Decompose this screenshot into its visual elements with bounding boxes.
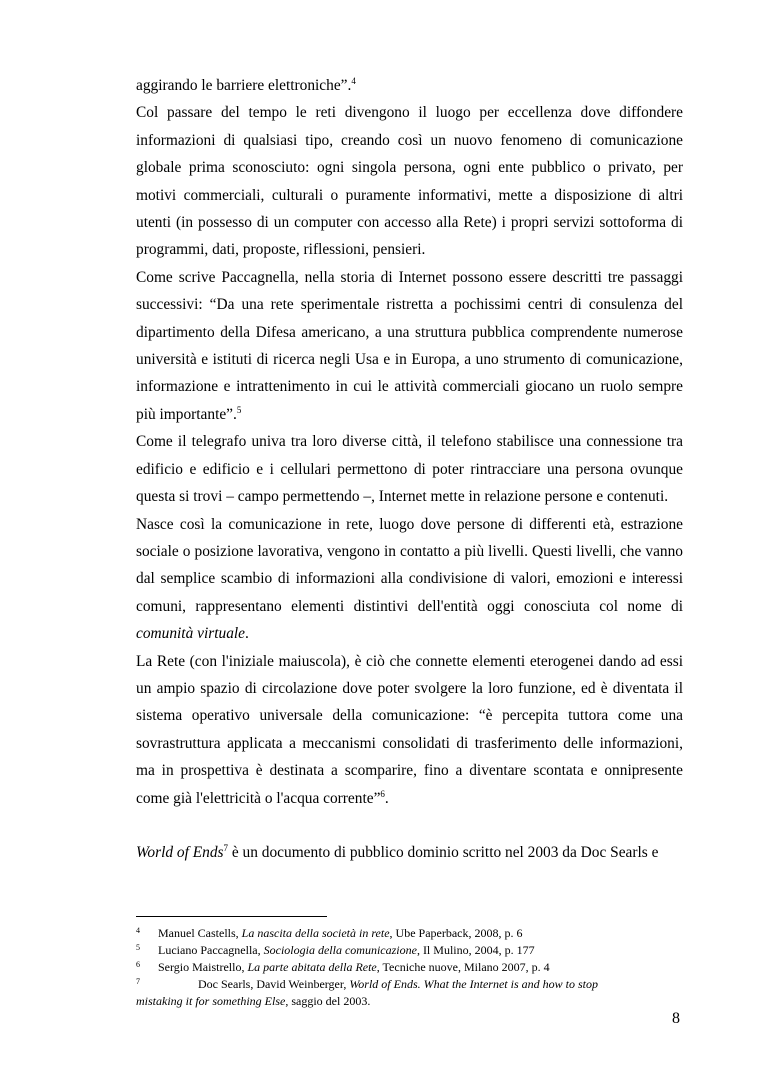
- footnote-5: 5 Luciano Paccagnella, Sociologia della comunicazione, Il Mulino, 2004, p. 177: [136, 942, 683, 959]
- footnote-number: 7: [136, 977, 140, 986]
- paragraph-7: World of Ends$^7$ è un documento di pubblico dominio scritto nel 2003 da Doc Searls e: [136, 842, 659, 861]
- footnote-separator: [136, 916, 327, 917]
- footnote-ref-7[interactable]: 7: [223, 842, 229, 853]
- body-text: [136, 72, 683, 866]
- paragraph-6: La Rete (con l'iniziale maiuscola), è ciò che connette elementi eterogenei dando ad essi un ampio spazio di circolazione dove poter svolgere la loro funzione, ed è diventata il sistema operativo universale della comunicazione: “è percepita tuttora come una sovrastruttura applicata a meccanismi consolidati di trasferimento delle informazioni, ma in prospettiva è destinata a scomparire, fino a diventare scontata e onnipresente come già l'elettricità o l'acqua corrente”$^6$.: [136, 652, 683, 807]
- footnote-number: 4: [136, 926, 140, 935]
- footnote-number: 5: [136, 943, 140, 952]
- paragraph-4: Come il telegrafo univa tra loro diverse città, il telefono stabilisce una connessione tra edificio e edificio e i cellulari permettono di poter rintracciare una persona ovunque questa si trovi – campo permettendo –, Internet mette in relazione persone e contenuti.: [136, 433, 683, 506]
- footnote-ref-5[interactable]: 5: [236, 404, 242, 415]
- paragraph-spacer: [136, 812, 683, 839]
- paragraph-2: Col passare del tempo le reti divengono il luogo per eccellenza dove diffondere informazioni di qualsiasi tipo, creando così un nuovo fenomeno di comunicazione globale prima sconosciuto: ogni singola persona, ogni ente pubblico o privato, per motivi commerciali, culturali o puramente informativi, mette a disposizione di altri utenti (in possesso di un computer con accesso alla Rete) i propri servizi sottoforma di programmi, dati, proposte, riflessioni, pensieri.: [136, 104, 683, 259]
- footnote-4: 4 Manuel Castells, La nascita della società in rete, Ube Paperback, 2008, p. 6: [136, 925, 683, 942]
- footnotes: [136, 916, 683, 1010]
- footnote-6: 6 Sergio Maistrello, La parte abitata della Rete, Tecniche nuove, Milano 2007, p. 4: [136, 959, 683, 976]
- document-title: World of Ends: [136, 843, 224, 861]
- footnote-7: 7 Doc Searls, David Weinberger, World of Ends. What the Internet is and how to stop mistaking it for something Else, saggio del 2003.: [136, 976, 683, 1010]
- footnote-ref-4[interactable]: 4: [351, 76, 356, 86]
- paragraph-1: aggirando le barriere elettroniche”.$^4$: [136, 76, 356, 94]
- paragraph-5: Nasce così la comunicazione in rete, luogo dove persone di differenti età, estrazione sociale o posizione lavorativa, vengono in contatto a più livelli. Questi livelli, che vanno dal semplice scambio di informazioni alla condivisione di valori, emozioni e interessi comuni, rappresentano elementi distintivi dell'entità oggi conosciuta col nome di comunità virtuale.: [136, 515, 683, 643]
- emphasis-term: comunità virtuale: [136, 625, 245, 643]
- footnote-number: 6: [136, 960, 140, 969]
- page-number: 8: [672, 1010, 680, 1027]
- paragraph-3: Come scrive Paccagnella, nella storia di Internet possono essere descritti tre passaggi successivi: “Da una rete sperimentale ristretta a pochissimi centri di consulenza del dipartimento della Difesa americano, a una struttura pubblica comprendente numerose università e istituti di ricerca negli Usa e in Europa, a uno strumento di comunicazione, informazione e intrattenimento in cui le attività commerciali giocano un ruolo sempre più importante”.$^5$: [136, 268, 683, 423]
- footnote-ref-6[interactable]: 6: [380, 788, 385, 799]
